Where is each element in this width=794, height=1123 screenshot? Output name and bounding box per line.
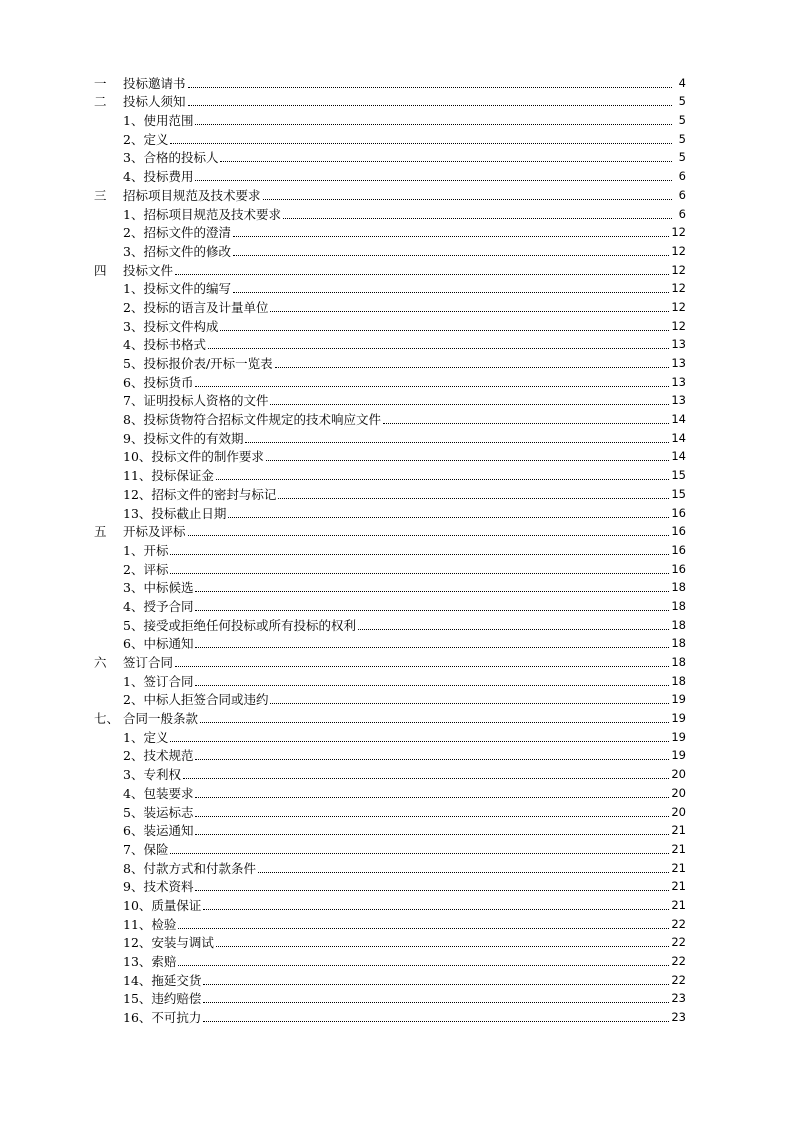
dot-leader [383, 423, 669, 424]
toc-entry-page-number: 14 [671, 449, 686, 464]
toc-section-entry[interactable] [94, 297, 686, 316]
toc-entry-title: 投标截止日期 [151, 505, 227, 521]
toc-entry-number: 2、 [123, 748, 144, 764]
toc-entry-page-number: 22 [671, 954, 686, 968]
dot-leader [270, 703, 669, 704]
toc-section-entry[interactable] [94, 503, 686, 522]
dot-leader [195, 124, 672, 125]
toc-entry-page-number: 20 [671, 767, 686, 782]
toc-entry-number: 1、 [123, 542, 144, 558]
toc-entry-title: 安装与调试 [151, 935, 214, 951]
toc-section-entry[interactable] [94, 951, 686, 970]
toc-entry-page-number: 13 [671, 356, 686, 370]
toc-entry-number: 5、 [123, 804, 144, 820]
toc-entry-page-number: 5 [678, 131, 686, 146]
dot-leader [195, 685, 669, 686]
toc-entry-number: 4、 [123, 169, 144, 185]
dot-leader [195, 610, 669, 611]
toc-entry-number: 4、 [123, 337, 144, 353]
toc-entry-number: 13、 [123, 505, 152, 521]
dot-leader [233, 255, 669, 256]
dot-leader [188, 535, 670, 536]
toc-entry-page-number: 22 [671, 972, 686, 987]
toc-entry-number: 6、 [123, 636, 144, 652]
dot-leader [170, 573, 669, 574]
toc-entry-page-number: 16 [671, 542, 686, 557]
toc-entry-title: 质量保证 [151, 897, 202, 913]
dot-leader [220, 330, 669, 331]
toc-entry-title: 装运标志 [143, 804, 194, 820]
dot-leader [358, 629, 669, 630]
toc-entry-page-number: 12 [671, 243, 686, 258]
toc-entry-number: 14、 [123, 972, 152, 988]
toc-entry-title: 投标报价表/开标一览表 [143, 356, 273, 371]
toc-entry-page-number: 5 [678, 113, 686, 128]
toc-entry-page-number: 18 [671, 617, 686, 632]
toc-entry-number: 8、 [123, 412, 144, 428]
dot-leader [183, 778, 669, 779]
toc-entry-number: 10、 [123, 897, 152, 913]
toc-section-entry[interactable] [94, 148, 686, 167]
toc-entry-page-number: 14 [671, 412, 686, 427]
dot-leader [283, 218, 672, 219]
toc-entry-title: 中标人拒签合同或违约 [143, 692, 269, 708]
toc-entry-page-number: 23 [671, 991, 686, 1006]
toc-entry-title: 定义 [143, 131, 169, 147]
toc-entry-number: 2、 [123, 225, 144, 241]
dot-leader [195, 816, 669, 817]
dot-leader [278, 498, 669, 499]
toc-entry-title: 技术资料 [143, 879, 194, 895]
toc-entry-title: 投标文件的编写 [143, 281, 231, 297]
toc-entry-page-number: 22 [671, 916, 686, 931]
toc-entry-number: 4、 [123, 598, 144, 614]
toc-entry-number: 11、 [123, 468, 152, 484]
toc-entry-page-number: 16 [671, 561, 686, 576]
toc-entry-page-number: 18 [671, 598, 686, 613]
toc-entry-page-number: 20 [671, 785, 686, 800]
toc-section-entry[interactable] [94, 1007, 686, 1026]
toc-entry-title: 保险 [143, 841, 169, 857]
toc-section-entry[interactable] [94, 578, 686, 597]
toc-entry-page-number: 19 [671, 692, 686, 707]
dot-leader [275, 367, 670, 368]
toc-entry-title: 开标 [143, 542, 169, 558]
toc-entry-number: 1、 [123, 729, 144, 745]
toc-entry-page-number: 12 [671, 318, 686, 333]
toc-entry-number: 7、 [123, 841, 144, 857]
toc-entry-title: 包装要求 [143, 785, 194, 801]
toc-entry-number: 3、 [123, 767, 144, 783]
toc-entry-title: 定义 [143, 729, 169, 745]
toc-entry-number: 四 [94, 262, 107, 278]
toc-entry-number: 七、 [94, 711, 120, 727]
dot-leader [203, 1021, 669, 1022]
toc-section-entry[interactable] [94, 783, 686, 802]
toc-entry-number: 2、 [123, 561, 144, 577]
toc-entry-title: 投标货币 [143, 374, 194, 390]
toc-entry-page-number: 12 [671, 262, 686, 277]
toc-entry-number: 11、 [123, 916, 152, 932]
table-of-contents [94, 73, 686, 1026]
toc-chapter-entry[interactable] [94, 92, 686, 111]
toc-section-entry[interactable] [94, 335, 686, 354]
toc-entry-page-number: 13 [671, 374, 686, 389]
toc-entry-page-number: 14 [671, 430, 686, 445]
toc-entry-number: 3、 [123, 150, 144, 166]
toc-section-entry[interactable] [94, 204, 686, 223]
toc-section-entry[interactable] [94, 223, 686, 242]
toc-entry-number: 15、 [123, 991, 152, 1007]
toc-entry-title: 招标项目规范及技术要求 [143, 206, 281, 222]
toc-section-entry[interactable] [94, 914, 686, 933]
toc-chapter-entry[interactable] [94, 522, 686, 541]
toc-entry-title: 授予合同 [143, 598, 194, 614]
dot-leader [203, 1002, 669, 1003]
toc-section-entry[interactable] [94, 447, 686, 466]
toc-entry-number: 6、 [123, 374, 144, 390]
toc-entry-page-number: 4 [678, 75, 686, 90]
toc-entry-page-number: 19 [671, 748, 686, 763]
dot-leader [203, 984, 669, 985]
toc-entry-title: 中标通知 [143, 636, 194, 652]
dot-leader [195, 591, 669, 592]
toc-section-entry[interactable] [94, 540, 686, 559]
dot-leader [266, 460, 669, 461]
toc-chapter-entry[interactable] [94, 708, 686, 727]
toc-entry-title: 招标文件的修改 [143, 243, 231, 259]
toc-entry-number: 5、 [123, 356, 144, 371]
toc-entry-page-number: 16 [671, 524, 686, 539]
toc-section-entry[interactable] [94, 690, 686, 709]
toc-section-entry[interactable] [94, 802, 686, 821]
dot-leader [195, 386, 669, 387]
toc-entry-page-number: 15 [671, 486, 686, 501]
toc-entry-title: 招标文件的澄清 [143, 225, 231, 241]
toc-entry-page-number: 6 [678, 187, 686, 202]
toc-entry-number: 10、 [123, 449, 152, 465]
toc-entry-page-number: 20 [671, 804, 686, 819]
toc-entry-page-number: 18 [671, 673, 686, 688]
dot-leader [195, 834, 669, 835]
toc-entry-page-number: 19 [671, 711, 686, 726]
toc-entry-title: 投标文件的有效期 [143, 430, 244, 446]
dot-leader [195, 647, 669, 648]
toc-entry-number: 3、 [123, 243, 144, 259]
toc-entry-page-number: 12 [671, 299, 686, 314]
toc-chapter-entry[interactable] [94, 73, 686, 92]
dot-leader [178, 965, 669, 966]
toc-entry-title: 招标文件的密封与标记 [151, 486, 277, 502]
dot-leader [195, 797, 669, 798]
toc-entry-page-number: 18 [671, 580, 686, 595]
toc-entry-number: 三 [94, 187, 107, 203]
toc-entry-number: 9、 [123, 430, 144, 446]
toc-section-entry[interactable] [94, 409, 686, 428]
dot-leader [233, 236, 669, 237]
toc-entry-page-number: 5 [678, 94, 686, 109]
toc-entry-title: 使用范围 [143, 113, 194, 129]
toc-entry-title: 投标保证金 [151, 468, 214, 484]
toc-section-entry[interactable] [94, 129, 686, 148]
toc-entry-number: 7、 [123, 393, 144, 409]
toc-section-entry[interactable] [94, 839, 686, 858]
toc-entry-page-number: 13 [671, 393, 686, 408]
toc-entry-page-number: 12 [671, 225, 686, 240]
toc-entry-page-number: 6 [678, 169, 686, 184]
toc-entry-number: 6、 [123, 823, 144, 839]
toc-entry-title: 投标文件 [123, 262, 174, 278]
toc-entry-number: 六 [94, 655, 107, 670]
toc-chapter-entry[interactable] [94, 652, 686, 671]
toc-entry-page-number: 21 [671, 897, 686, 912]
toc-entry-number: 1、 [123, 206, 144, 222]
toc-section-entry[interactable] [94, 465, 686, 484]
toc-entry-page-number: 13 [671, 337, 686, 352]
toc-section-entry[interactable] [94, 727, 686, 746]
toc-section-entry[interactable] [94, 615, 686, 634]
toc-section-entry[interactable] [94, 671, 686, 690]
toc-entry-title: 投标文件的制作要求 [151, 449, 264, 465]
toc-entry-title: 违约赔偿 [151, 991, 202, 1007]
toc-section-entry[interactable] [94, 372, 686, 391]
toc-entry-title: 投标货物符合招标文件规定的技术响应文件 [143, 412, 381, 428]
toc-section-entry[interactable] [94, 858, 686, 877]
toc-entry-number: 二 [94, 94, 107, 110]
toc-entry-number: 4、 [123, 785, 144, 801]
dot-leader [170, 554, 669, 555]
toc-entry-title: 不可抗力 [151, 1010, 202, 1026]
dot-leader [188, 105, 672, 106]
toc-entry-number: 1、 [123, 673, 144, 689]
toc-entry-title: 签订合同 [123, 655, 174, 670]
toc-entry-number: 3、 [123, 580, 144, 596]
toc-entry-number: 12、 [123, 935, 152, 951]
toc-section-entry[interactable] [94, 391, 686, 410]
dot-leader [270, 311, 669, 312]
dot-leader [195, 890, 669, 891]
toc-entry-title: 评标 [143, 561, 169, 577]
toc-entry-page-number: 22 [671, 935, 686, 950]
toc-entry-number: 16、 [123, 1010, 152, 1026]
toc-entry-page-number: 6 [678, 206, 686, 221]
toc-entry-page-number: 21 [671, 841, 686, 856]
toc-entry-title: 检验 [151, 916, 177, 932]
toc-entry-page-number: 21 [671, 823, 686, 838]
toc-entry-page-number: 15 [671, 468, 686, 483]
toc-entry-page-number: 16 [671, 505, 686, 520]
dot-leader [216, 946, 669, 947]
dot-leader [195, 759, 669, 760]
toc-section-entry[interactable] [94, 353, 686, 372]
toc-entry-title: 付款方式和付款条件 [143, 860, 256, 876]
toc-entry-page-number: 12 [671, 281, 686, 296]
toc-chapter-entry[interactable] [94, 260, 686, 279]
toc-entry-title: 投标邀请书 [123, 75, 186, 91]
toc-section-entry[interactable] [94, 746, 686, 765]
toc-entry-title: 专利权 [143, 767, 181, 783]
toc-section-entry[interactable] [94, 877, 686, 896]
toc-entry-number: 5、 [123, 617, 144, 633]
toc-entry-number: 1、 [123, 113, 144, 129]
toc-entry-number: 9、 [123, 879, 144, 895]
toc-entry-title: 证明投标人资格的文件 [143, 393, 269, 409]
toc-entry-title: 合同一般条款 [123, 711, 199, 727]
toc-section-entry[interactable] [94, 933, 686, 952]
toc-section-entry[interactable] [94, 895, 686, 914]
toc-section-entry[interactable] [94, 279, 686, 298]
dot-leader [233, 292, 669, 293]
toc-entry-title: 投标书格式 [143, 337, 206, 353]
toc-entry-number: 12、 [123, 486, 152, 502]
dot-leader [208, 348, 669, 349]
dot-leader [228, 517, 669, 518]
toc-entry-page-number: 19 [671, 729, 686, 744]
toc-entry-title: 投标人须知 [123, 94, 186, 110]
toc-entry-number: 3、 [123, 318, 144, 334]
dot-leader [170, 853, 669, 854]
toc-entry-page-number: 21 [671, 879, 686, 894]
toc-entry-number: 13、 [123, 954, 152, 969]
toc-chapter-entry[interactable] [94, 185, 686, 204]
dot-leader [270, 404, 669, 405]
dot-leader [195, 180, 672, 181]
toc-entry-title: 技术规范 [143, 748, 194, 764]
toc-entry-title: 接受或拒绝任何投标或所有投标的权利 [143, 617, 356, 633]
toc-entry-title: 索赔 [151, 954, 177, 969]
dot-leader [188, 87, 672, 88]
toc-entry-page-number: 5 [678, 150, 686, 165]
toc-entry-number: 2、 [123, 299, 144, 315]
toc-entry-title: 开标及评标 [123, 524, 186, 540]
dot-leader [203, 909, 669, 910]
dot-leader [170, 143, 672, 144]
toc-entry-title: 投标的语言及计量单位 [143, 299, 269, 315]
toc-section-entry[interactable] [94, 634, 686, 653]
toc-section-entry[interactable] [94, 166, 686, 185]
dot-leader [258, 872, 669, 873]
toc-section-entry[interactable] [94, 596, 686, 615]
toc-entry-number: 2、 [123, 131, 144, 147]
toc-entry-page-number: 18 [671, 636, 686, 651]
toc-section-entry[interactable] [94, 559, 686, 578]
toc-section-entry[interactable] [94, 484, 686, 503]
dot-leader [170, 741, 669, 742]
toc-entry-title: 拖延交货 [151, 972, 202, 988]
toc-entry-title: 招标项目规范及技术要求 [123, 187, 261, 203]
toc-section-entry[interactable] [94, 764, 686, 783]
toc-entry-title: 签订合同 [143, 673, 194, 689]
dot-leader [263, 199, 672, 200]
toc-entry-page-number: 18 [671, 655, 686, 669]
toc-entry-number: 一 [94, 75, 107, 91]
toc-section-entry[interactable] [94, 110, 686, 129]
toc-entry-page-number: 23 [671, 1010, 686, 1025]
toc-section-entry[interactable] [94, 821, 686, 840]
dot-leader [175, 666, 669, 667]
toc-section-entry[interactable] [94, 970, 686, 989]
toc-entry-title: 投标费用 [143, 169, 194, 185]
toc-section-entry[interactable] [94, 316, 686, 335]
toc-entry-title: 装运通知 [143, 823, 194, 839]
dot-leader [178, 928, 669, 929]
dot-leader [200, 722, 669, 723]
toc-entry-number: 1、 [123, 281, 144, 297]
toc-entry-number: 五 [94, 524, 107, 540]
dot-leader [216, 479, 669, 480]
dot-leader [175, 274, 669, 275]
dot-leader [220, 161, 672, 162]
toc-entry-title: 合格的投标人 [143, 150, 219, 166]
toc-entry-number: 2、 [123, 692, 144, 708]
toc-entry-title: 投标文件构成 [143, 318, 219, 334]
toc-section-entry[interactable] [94, 428, 686, 447]
toc-section-entry[interactable] [94, 241, 686, 260]
toc-entry-number: 8、 [123, 860, 144, 876]
toc-entry-page-number: 21 [671, 860, 686, 875]
toc-entry-title: 中标候选 [143, 580, 194, 596]
toc-section-entry[interactable] [94, 989, 686, 1008]
dot-leader [245, 442, 669, 443]
